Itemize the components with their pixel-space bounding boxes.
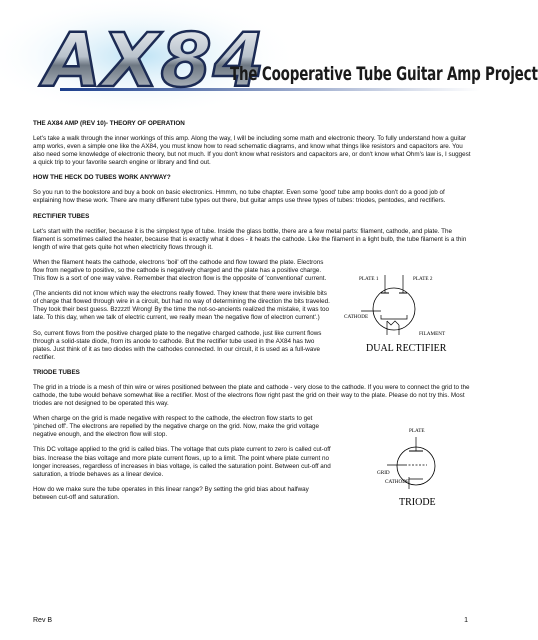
plate1-label: PLATE 1: [359, 275, 379, 282]
triode-diagram: [335, 421, 475, 511]
rectifier-caption: DUAL RECTIFIER: [366, 342, 447, 354]
triode-grid-label: GRID: [377, 470, 390, 477]
rectifier-paragraph-1: Let's start with the rectifier, because it is the simplest type of tube. Inside the glass bottle, there are a few metal parts: filament, cathode, and plate. The filament is sometimes called the heater, because that is exactly what it does - it heats the cathode. Like the filament in a light bulb, the tube filament is a thin length of wire that gets quite hot when electricity flows through it.: [33, 227, 467, 251]
page-footer: [33, 617, 468, 624]
heading-rectifier: RECTIFIER TUBES: [33, 212, 90, 220]
logo: [0, 0, 495, 112]
rectifier-paragraph-3: (The ancients did not know which way the electrons really flowed. They knew that there were invisible bits of charge that flowed through wire in a circuit, but had no way of determining the direction the bits traveled. They took their best guess. Bzzzzt! Wrong! By the time the not-so-ancients realized the mistake, it was too late. To this day, when we talk of electric current, we really mean 'the negative flow of electron current'.): [33, 290, 330, 322]
revision-label: Rev B: [33, 617, 53, 624]
dual-rectifier-diagram: [331, 271, 471, 361]
tubes-paragraph: So you run to the bookstore and buy a book on basic electronics. Hmmm, no tube chapter. Even some 'good' tube amp books don't do a good job of explaining how these work. There are many different tube types out there, but guitar amps use three types of tubes: triodes, pentodes, and rectifiers.: [33, 189, 446, 205]
document-body: [33, 120, 473, 509]
page-number: 1: [464, 617, 468, 624]
rectifier-paragraph-4: So, current flows from the positive charged plate to the negative charged cathode, just like current flows through a solid-state diode, from its anode to cathode. But the rectifier tube used in the AX84 has two plates. Just think of it as two diodes with the cathodes connected. In our circuit, it is used as a full-wave rectifier.: [33, 329, 322, 361]
triode-cathode-label: CATHODE: [385, 479, 410, 486]
triode-section: [33, 415, 473, 509]
heading-tubes: HOW THE HECK DO TUBES WORK ANYWAY?: [33, 174, 171, 182]
intro-paragraph: Let's take a walk through the inner workings of this amp. Along the way, I will be including some math and electronic theory. To fully understand how a guitar amp works, even a simple one like the AX84, you must know how to read schematic diagrams, and know what things like resistors and capacitors are. You also need some knowledge of electronic theory, but not much. If you don't know what resistors and capacitors are, or don't know what Ohm's law is, I suggest a quick trip to your favorite search engine or library and find out.: [33, 135, 471, 167]
header-banner: [0, 0, 538, 112]
document-title: THE AX84 AMP (REV 10)- THEORY OF OPERATION: [33, 120, 185, 127]
tagline: The Cooperative Tube Guitar Amp Project: [230, 64, 538, 86]
triode-paragraph-3: This DC voltage applied to the grid is called bias. The voltage that cuts plate current to zero is called cut-off bias. Increase the bias voltage and more plate current flows, up to a limit. The point where plate current no longer increases, regardless of increases in bias voltage, is called the saturation point. Between cut-off and saturation, a triode behaves as a linear device.: [33, 446, 331, 478]
triode-paragraph-4: How do we make sure the tube operates in this linear range? By setting the grid bias about halfway between cut-off and saturation.: [33, 485, 309, 501]
triode-paragraph-2: When charge on the grid is made negative with respect to the cathode, the electron flow starts to get 'pinched off'. The electrons are repelled by the negative charge on the grid. Now, make the grid voltage negative enough, and the electron flow will stop.: [33, 415, 320, 439]
triode-caption: TRIODE: [399, 497, 436, 509]
logo-text: AX84: [44, 18, 266, 104]
triode-paragraph-1: The grid in a triode is a mesh of thin wire or wires positioned between the plate and cathode - very close to the cathode. If you were to connect the grid to the cathode, the tube would behave somewhat like a rectifier. Most of the electrons flow right past the grid on their way to the plate. Please do not try this. Most triodes are not designed to be operated this way.: [33, 383, 470, 408]
cathode-label: CATHODE: [344, 313, 369, 320]
filament-label: FILAMENT: [419, 330, 446, 337]
rectifier-paragraph-2: When the filament heats the cathode, electrons 'boil' off the cathode and flow toward the plate. Electrons flow from negative to positive, so the cathode is negatively charged and the plate has a positive charge. This flow is a sort of one way valve. Remember that electron flow is the opposite of 'conventional' current.: [33, 258, 327, 283]
heading-triode: TRIODE TUBES: [33, 368, 80, 376]
triode-plate-label: PLATE: [409, 428, 425, 435]
plate2-label: PLATE 2: [413, 275, 433, 282]
rectifier-section: [33, 259, 473, 362]
